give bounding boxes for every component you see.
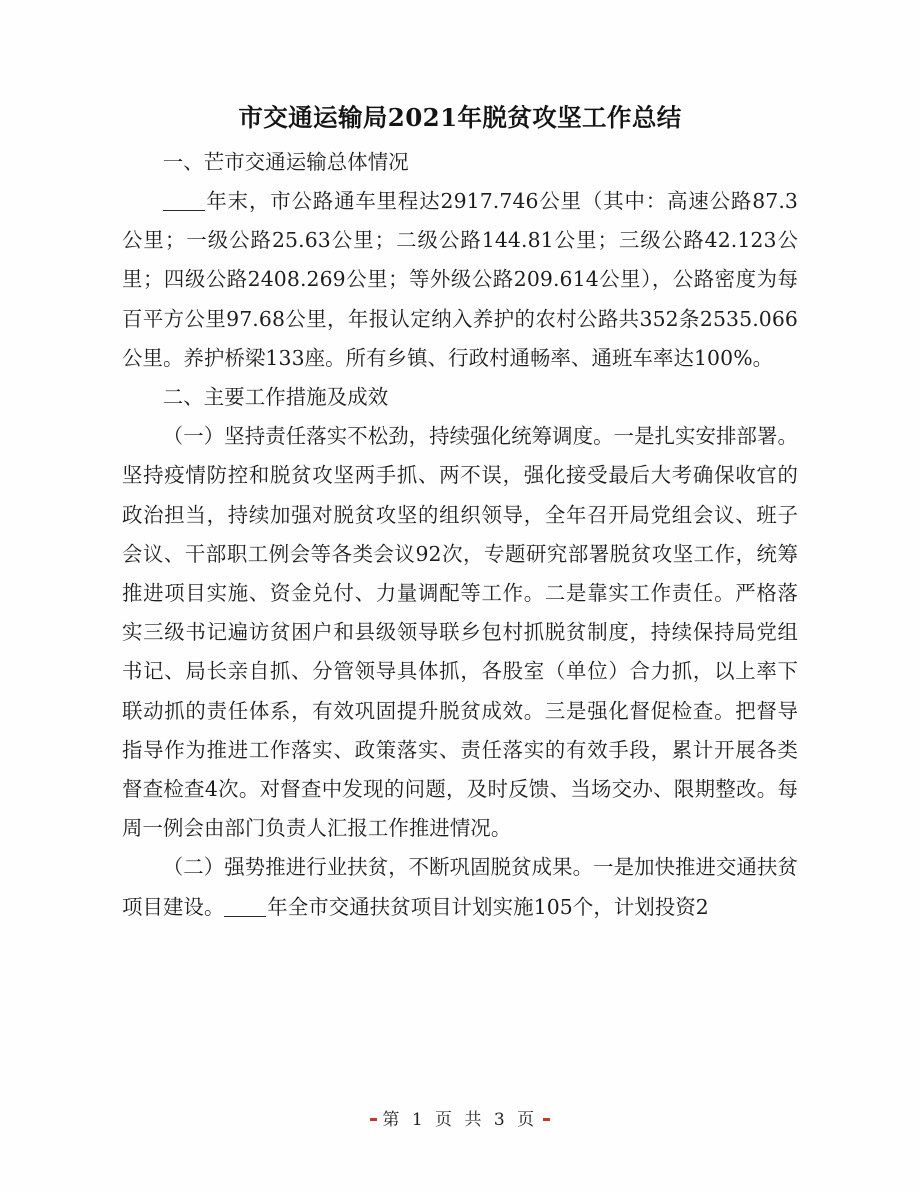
section-item-2-cont-text: 年全市交通扶贫项目计划实施105个，计划投资2 <box>267 894 709 919</box>
page-title: 市交通运输局2021年脱贫攻坚工作总结 <box>238 103 682 132</box>
page-number-label: 第 1 页 共 3 页 <box>382 1110 538 1130</box>
footer-accent-right-icon <box>543 1118 550 1121</box>
section-heading-1: 一、芒市交通运输总体情况 <box>162 149 409 174</box>
footer-accent-left-icon <box>370 1118 377 1121</box>
blank-fill-year-2 <box>224 916 266 917</box>
section-body-1 <box>122 182 798 378</box>
section-heading-2: 二、主要工作措施及成效 <box>162 384 389 409</box>
page-footer <box>0 1108 920 1132</box>
section-item-2 <box>122 848 798 926</box>
section-item-2-text: （二）强势推进行业扶贫，不断巩固脱贫成果。一是加快推进交通扶贫项目建设。 <box>122 855 799 919</box>
section-item-1: （一）坚持责任落实不松劲，持续强化统筹调度。一是扎实安排部署。坚持疫情防控和脱贫攻坚两手抓、两不误，强化接受最后大考确保收官的政治担当，持续加强对脱贫攻坚的组织领导，全年召开局党组会议、班子会议、干部职工例会等各类会议92次，专题研究部署脱贫攻坚工作，统筹推进项目实施、资金兑付、力量调配等工作。二是靠实工作责任。严格落实三级书记遍访贫困户和县级领导联乡包村抓脱贫制度，持续保持局党组书记、局长亲自抓、分管领导具体抓，各股室（单位）合力抓，以上率下联动抓的责任体系，有效巩固提升脱贫成效。三是强化督促检查。把督导指导作为推进工作落实、政策落实、责任落实的有效手段，累计开展各类督查检查4次。对督查中发现的问题，及时反馈、当场交办、限期整改。每周一例会由部门负责人汇报工作推进情况。 <box>122 424 799 841</box>
section-body-1-text: 年末，市公路通车里程达2917.746公里（其中：高速公路87.3公里；一级公路25.63公里；二级公路144.81公里；三级公路42.123公里；四级公路2408.269公里；等外级公路209.614公里），公路密度为每百平方公里97.68公里，年报认定纳入养护的农村公路共352条2535.066公里。养护桥梁133座。所有乡镇、行政村通畅率、通班车率达100%。 <box>122 188 798 370</box>
blank-fill-year-1 <box>163 210 205 211</box>
document-body <box>122 0 798 927</box>
